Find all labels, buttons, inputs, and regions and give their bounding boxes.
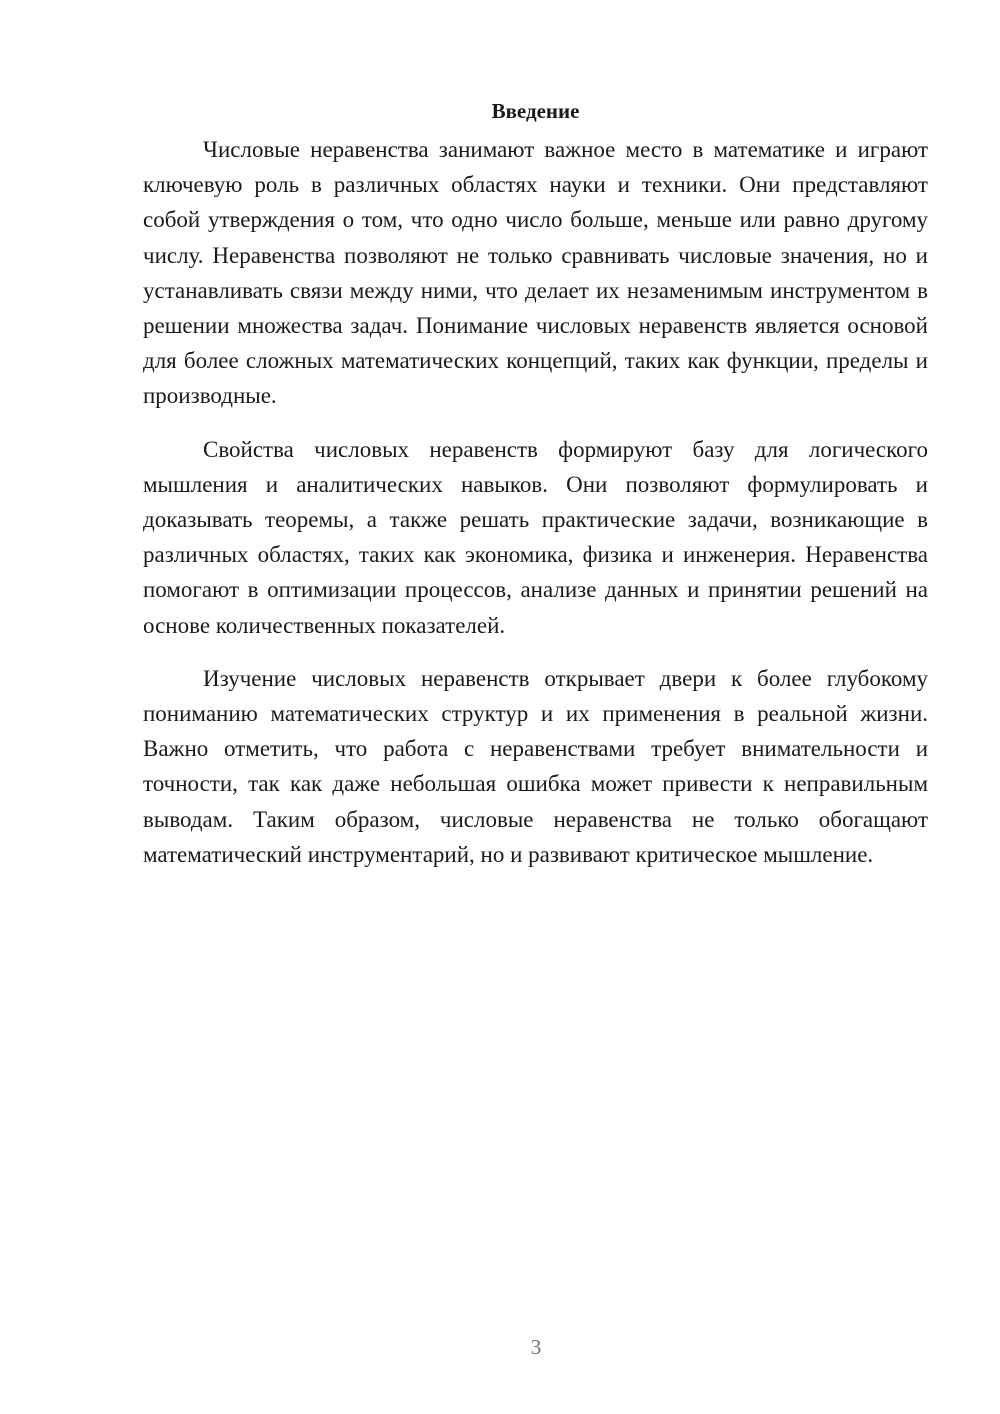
paragraph-1: Числовые неравенства занимают важное место в математике и играют ключевую роль в различных областях науки и техники. Они представляют собой утверждения о том, что одно число больше, меньше или равно другому числу. Неравенства позволяют не только сравнивать числовые значения, но и устанавливать связи между ними, что делает их незаменимым инструментом в решении множества задач. Понимание числовых неравенств является основой для более сложных математических концепций, таких как функции, пределы и производные. (143, 137, 928, 409)
page-number: 3 (530, 1335, 542, 1359)
paragraph-2: Свойства числовых неравенств формируют базу для логического мышления и аналитических навыков. Они позволяют формулировать и доказывать теоремы, а также решать практические задачи, возникающие в различных областях, таких как экономика, физика и инженерия. Неравенства помогают в оптимизации процессов, анализе данных и принятии решений на основе количественных показателей. (143, 436, 928, 638)
section-heading: Введение (491, 99, 580, 123)
page-content (143, 96, 928, 890)
paragraph-3: Изучение числовых неравенств открывает двери к более глубокому пониманию математических структур и их применения в реальной жизни. Важно отметить, что работа с неравенствами требует внимательности и точности, так как даже небольшая ошибка может привести к неправильным выводам. Таким образом, числовые неравенства не только обогащают математический инструментарий, но и развивают критическое мышление. (143, 665, 928, 867)
